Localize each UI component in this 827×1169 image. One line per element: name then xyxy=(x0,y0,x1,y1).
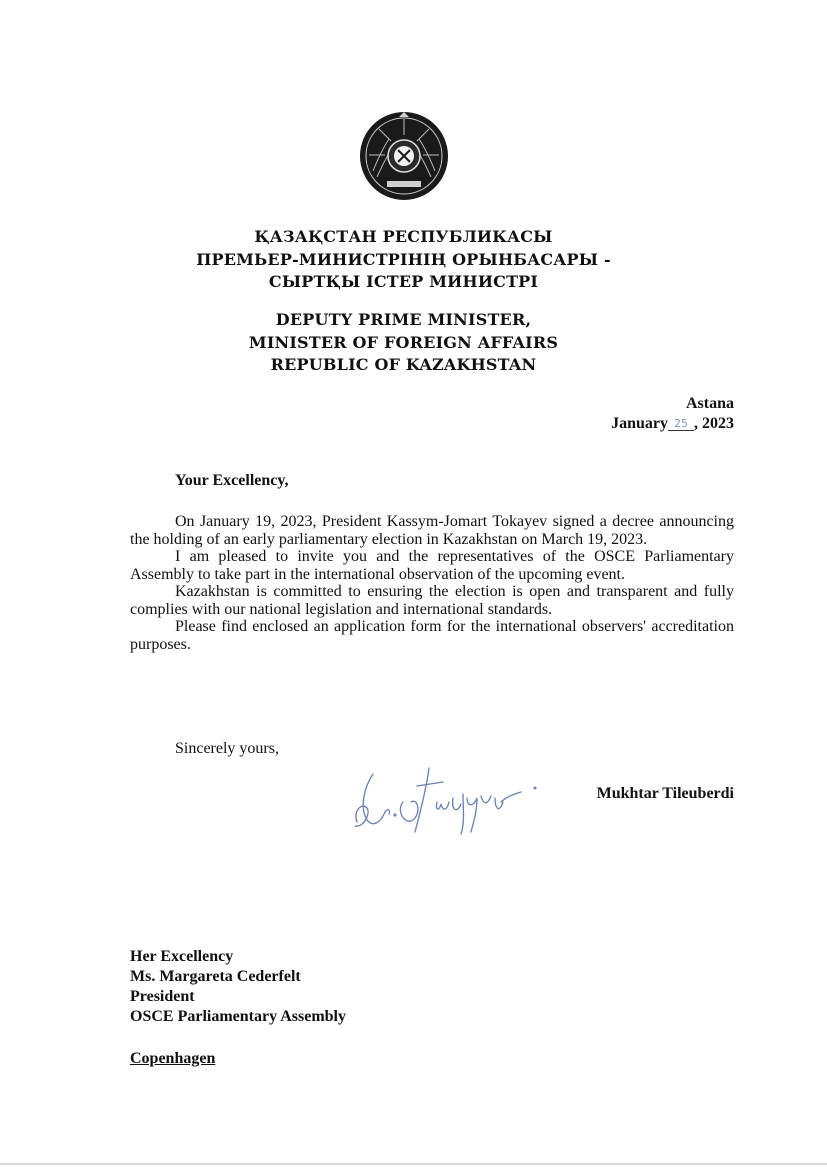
closing: Sincerely yours, xyxy=(175,740,279,757)
english-title-line: REPUBLIC OF KAZAKHSTAN xyxy=(270,355,537,374)
english-title-line: MINISTER OF FOREIGN AFFAIRS xyxy=(248,332,559,352)
recipient-line: Her Excellency xyxy=(130,948,234,965)
paragraph: I am pleased to invite you and the representatives of the OSCE Parliamentary Assembly to take part in the international observation of the upcoming event. xyxy=(130,548,734,583)
recipient-line: President xyxy=(130,988,195,1005)
date-year: , 2023 xyxy=(694,415,734,432)
kazakh-title-line: ҚАЗАҚСТАН РЕСПУБЛИКАСЫ xyxy=(254,227,553,246)
recipient-block xyxy=(130,947,346,1027)
salutation: Your Excellency, xyxy=(175,472,289,489)
paragraph: On January 19, 2023, President Kassym-Jomart Tokayev signed a decree announcing the holding of an early parliamentary election in Kazakhstan on March 19, 2023. xyxy=(130,513,734,548)
state-emblem-icon xyxy=(359,111,449,201)
english-title-line: DEPUTY PRIME MINISTER, xyxy=(275,310,532,329)
kazakh-title xyxy=(0,226,807,294)
recipient-city: Copenhagen xyxy=(130,1050,216,1067)
signer-name: Mukhtar Tileuberdi xyxy=(596,785,734,802)
page-bottom-edge xyxy=(0,1163,827,1165)
paragraph: Kazakhstan is committed to ensuring the election is open and transparent and fully complies with our national legislation and international standards. xyxy=(130,583,734,618)
date xyxy=(611,414,734,434)
place-and-date xyxy=(611,394,734,434)
recipient-line: OSCE Parliamentary Assembly xyxy=(130,1008,346,1025)
kazakh-title-line: СЫРТҚЫ ІСТЕР МИНИСТРІ xyxy=(268,272,539,291)
place: Astana xyxy=(685,395,734,412)
letter-body xyxy=(130,513,734,653)
date-month: January xyxy=(611,415,668,432)
paragraph: Please find enclosed an application form for the international observers' accreditation purposes. xyxy=(130,618,734,653)
date-day-handwritten: 25 xyxy=(668,418,694,431)
english-title xyxy=(0,309,807,377)
kazakh-title-line: ПРЕМЬЕР-МИНИСТРІНІҢ ОРЫНБАСАРЫ - xyxy=(196,249,611,269)
recipient-line: Ms. Margareta Cederfelt xyxy=(130,968,301,985)
handwritten-signature xyxy=(345,762,545,840)
